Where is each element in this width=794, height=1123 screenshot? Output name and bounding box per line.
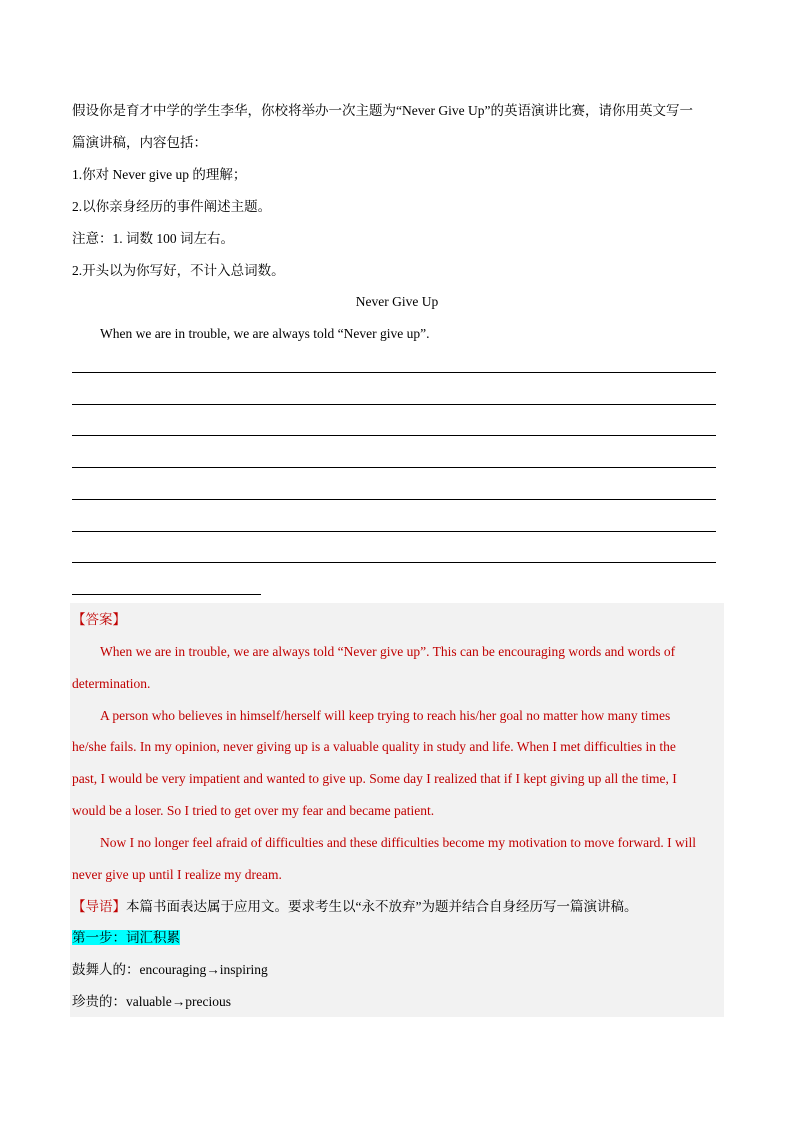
vocab-item: 珍贵的：valuable→precious [72, 994, 231, 1009]
step-heading [72, 929, 180, 947]
prompt-line-1: 假设你是育才中学的学生李华，你校将举办一次主题为“Never Give Up”的英语演讲比赛，请你用英文写一 [72, 103, 693, 118]
guide-text: 本篇书面表达属于应用文。要求考生以“永不放弃”为题并结合自身经历写一篇演讲稿。 [126, 899, 638, 914]
answer-label: 【答案】 [72, 612, 126, 627]
answer-line: When we are in trouble, we are always told “Never give up”. This can be encouraging words and words of [100, 644, 676, 659]
guide-label: 【导语】 [72, 899, 126, 914]
essay-title: Never Give Up [355, 294, 439, 309]
essay-start: When we are in trouble, we are always told “Never give up”. [100, 326, 430, 341]
answer-line: determination. [72, 676, 151, 691]
answer-line: he/she fails. In my opinion, never giving up is a valuable quality in study and life. When I met difficulties in the [72, 739, 676, 754]
answer-line: would be a loser. So I tried to get over my fear and became patient. [72, 803, 435, 818]
prompt-note-2: 2.开头以为你写好，不计入总词数。 [72, 263, 285, 278]
writing-line [72, 467, 716, 468]
writing-line-short [72, 594, 261, 595]
guide-line [72, 898, 637, 916]
answer-line: past, I would be very impatient and wanted to give up. Some day I realized that if I kept giving up all the time, I [72, 771, 677, 786]
writing-line [72, 562, 716, 563]
writing-line [72, 404, 716, 405]
prompt-line-2: 篇演讲稿，内容包括： [72, 135, 207, 150]
prompt-item-1: 1.你对 Never give up 的理解； [72, 167, 247, 182]
writing-line [72, 499, 716, 500]
answer-line: Now I no longer feel afraid of difficulties and these difficulties become my motivation to move forward. I will [100, 835, 696, 850]
prompt-item-2: 2.以你亲身经历的事件阐述主题。 [72, 199, 272, 214]
answer-line: never give up until I realize my dream. [72, 867, 282, 882]
writing-line [72, 531, 716, 532]
prompt-note-1: 注意：1. 词数 100 词左右。 [72, 231, 234, 246]
writing-line [72, 435, 716, 436]
answer-line: A person who believes in himself/herself will keep trying to reach his/her goal no matter how many times [100, 708, 671, 723]
step-1-label: 第一步：词汇积累 [72, 930, 180, 945]
vocab-item: 鼓舞人的：encouraging→inspiring [72, 962, 268, 977]
writing-line [72, 372, 716, 373]
